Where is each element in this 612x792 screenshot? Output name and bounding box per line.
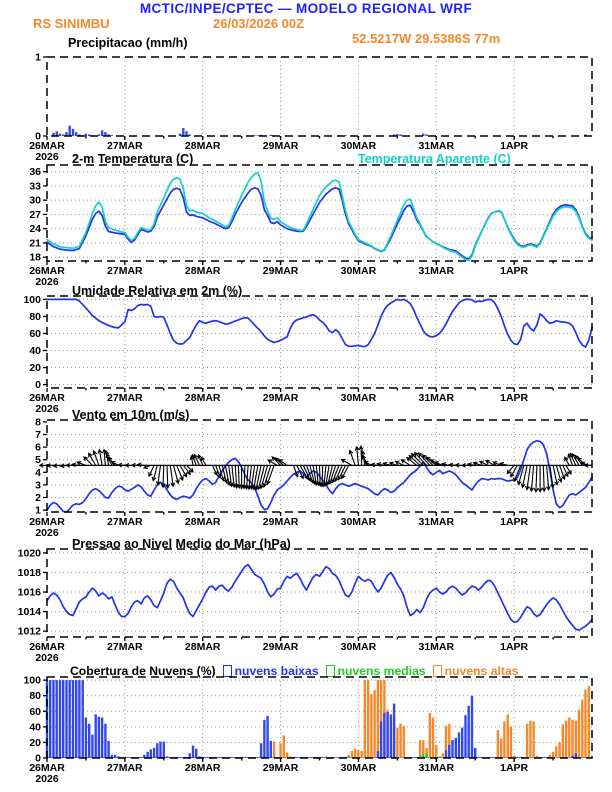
precip-bar <box>179 134 181 136</box>
y-tick-label: 1020 <box>17 547 41 560</box>
cloud-bar-altas <box>575 721 577 758</box>
cloud-bar-altas <box>497 730 499 758</box>
panel-title-pressure: Pressao ao Nivel Medio do Mar (hPa) <box>72 537 291 551</box>
cloud-bar-altas <box>558 742 560 758</box>
wind-arrow <box>166 465 170 488</box>
x-day-label: 1APR <box>500 140 529 152</box>
wind-arrow <box>149 465 154 476</box>
x-year-label: 2026 <box>35 652 59 664</box>
x-day-label: 27MAR <box>107 641 143 653</box>
panel-frame <box>47 57 592 136</box>
cloud-bar-baixas <box>393 704 395 759</box>
wind-arrow <box>177 465 183 480</box>
humidity-line <box>47 299 592 347</box>
cloud-bar-altas <box>367 680 369 758</box>
x-day-label: 29MAR <box>262 762 299 774</box>
cloud-bar-altas <box>399 724 401 758</box>
cloud-bar-altas <box>581 700 583 758</box>
cloud-bar-altas <box>377 680 379 758</box>
wind-arrow <box>237 465 241 488</box>
legend-label-mid-clouds: nuvens medias <box>337 664 426 678</box>
cloud-bar-altas <box>419 740 421 758</box>
legend-label-low-clouds: nuvens baixas <box>234 664 319 678</box>
x-day-label: 27MAR <box>107 762 143 774</box>
cloud-bar-baixas <box>104 724 106 758</box>
y-tick-label: 36 <box>29 166 41 179</box>
precip-bar <box>98 134 100 136</box>
cloud-bar-altas <box>354 749 356 758</box>
cloud-bar-altas <box>507 714 509 758</box>
cloud-bar-baixas <box>72 680 74 758</box>
cloud-bar-medias <box>425 753 427 758</box>
wind-arrow <box>118 463 125 467</box>
precip-bar <box>69 126 71 136</box>
x-day-label: 26MAR <box>29 140 65 152</box>
y-tick-label: 5 <box>35 454 41 467</box>
cloud-bar-altas <box>568 718 570 759</box>
panel-title-humidity: Umidade Relativa em 2m (%) <box>72 284 243 298</box>
pressure-line <box>47 565 592 631</box>
y-tick-label: 24 <box>29 223 41 236</box>
x-day-label: 29MAR <box>262 140 299 152</box>
cloud-bar-baixas <box>62 680 64 758</box>
cloud-bar-baixas <box>266 716 268 758</box>
x-day-label: 29MAR <box>262 641 299 653</box>
wind-arrow <box>534 465 538 491</box>
cloud-bar-baixas <box>153 748 155 758</box>
wind-arrow <box>349 450 355 465</box>
cloud-bar-baixas <box>75 680 77 758</box>
x-day-label: 30MAR <box>340 392 377 404</box>
y-tick-label: 21 <box>29 237 41 250</box>
cloud-bar-altas <box>373 690 375 758</box>
y-tick-label: 1012 <box>17 625 41 638</box>
x-day-label: 28MAR <box>184 265 221 277</box>
x-day-label: 30MAR <box>340 140 377 152</box>
x-year-label: 2026 <box>35 773 59 785</box>
cloud-bar-baixas <box>386 712 388 758</box>
cloud-bar-baixas <box>98 717 100 758</box>
panel-precip <box>29 52 592 164</box>
x-day-label: 26MAR <box>29 762 65 774</box>
x-day-label: 28MAR <box>184 392 221 404</box>
x-day-label: 1APR <box>500 265 529 277</box>
x-day-label: 30MAR <box>340 516 377 528</box>
wind-arrow <box>61 464 67 468</box>
cloud-bar-altas <box>396 728 398 758</box>
y-tick-label: 1016 <box>17 586 41 599</box>
cloud-bar-baixas <box>166 756 168 758</box>
x-year-label: 2026 <box>35 527 59 539</box>
cloud-bar-baixas <box>150 749 152 758</box>
cloud-bar-altas <box>571 720 573 758</box>
y-tick-label: 80 <box>29 310 41 323</box>
x-day-label: 1APR <box>500 641 529 653</box>
legend-label-high-clouds: nuvens altas <box>444 664 519 678</box>
cloud-bar-baixas <box>88 724 90 758</box>
cloud-bar-altas <box>532 721 534 758</box>
panel-temp <box>29 165 592 288</box>
x-day-label: 27MAR <box>107 392 143 404</box>
cloud-bar-baixas <box>82 680 84 758</box>
cloud-bar-altas <box>361 751 363 758</box>
cloud-bar-altas <box>565 721 567 758</box>
x-day-label: 28MAR <box>184 762 221 774</box>
cloud-bar-altas <box>552 752 554 758</box>
cloud-bar-baixas <box>91 735 93 758</box>
wind-arrow <box>521 465 527 487</box>
cloud-bar-baixas <box>192 746 194 759</box>
x-day-label: 31MAR <box>418 516 455 528</box>
cloud-bar-baixas <box>49 680 51 758</box>
panel-title-clouds: Cobertura de Nuvens (%) <box>70 664 216 678</box>
wind-arrow <box>161 465 165 487</box>
x-year-label: 2026 <box>35 403 59 415</box>
cloud-bar-altas <box>432 718 434 759</box>
cloud-bar-altas <box>335 757 337 758</box>
page-title: MCTIC/INPE/CPTEC — MODELO REGIONAL WRF <box>139 1 473 16</box>
cloud-bar-baixas <box>458 732 460 758</box>
cloud-bar-altas <box>435 745 437 758</box>
x-day-label: 27MAR <box>107 265 143 277</box>
x-year-label: 2026 <box>35 276 59 288</box>
y-tick-label: 100 <box>23 293 41 306</box>
y-tick-label: 60 <box>29 328 41 340</box>
wind-arrow <box>565 457 570 465</box>
x-day-label: 26MAR <box>29 641 65 653</box>
cloud-bar-altas <box>503 721 505 758</box>
y-tick-label: 27 <box>29 208 41 221</box>
x-day-label: 28MAR <box>184 516 221 528</box>
cloud-bar-medias <box>438 756 440 758</box>
cloud-bar-baixas <box>451 740 453 758</box>
wind-arrow <box>47 464 54 468</box>
apparent-temperature-label: Temperatura Aparente (C) <box>358 152 511 166</box>
x-day-label: 31MAR <box>418 140 455 152</box>
cloud-bar-altas <box>588 686 590 758</box>
cloud-bar-altas <box>526 724 528 758</box>
y-tick-label: 2 <box>35 492 41 504</box>
panel-title-precipitation: Precipitacao (mm/h) <box>68 36 188 50</box>
y-tick-label: 3 <box>35 479 41 492</box>
y-tick-label: 8 <box>35 416 41 429</box>
x-day-label: 26MAR <box>29 516 65 528</box>
panel-title-wind: Vento em 10m (m/s) <box>72 408 190 422</box>
precip-bar <box>85 134 87 136</box>
y-tick-label: 40 <box>29 721 41 734</box>
cloud-bar-medias <box>348 756 350 758</box>
precip-bar <box>111 135 113 136</box>
y-tick-label: 4 <box>35 466 41 479</box>
x-day-label: 26MAR <box>29 392 65 404</box>
wind-arrow <box>132 463 138 467</box>
panel-rh <box>23 294 592 415</box>
cloud-bar-baixas <box>101 718 103 759</box>
wind-arrow <box>456 463 463 467</box>
cloud-bar-baixas <box>146 752 148 758</box>
wind-arrow <box>538 465 542 491</box>
cloud-bar-baixas <box>461 728 463 758</box>
x-day-label: 1APR <box>500 392 529 404</box>
x-day-label: 31MAR <box>418 392 455 404</box>
cloud-bar-altas <box>403 726 405 758</box>
x-day-label: 27MAR <box>107 140 143 152</box>
y-tick-label: 30 <box>29 194 41 207</box>
cloud-bar-altas <box>562 725 564 759</box>
wind-arrow <box>138 463 145 467</box>
cloud-bar-baixas <box>114 755 116 758</box>
panel-frame <box>47 549 592 637</box>
cloud-bar-baixas <box>377 751 379 758</box>
x-day-label: 29MAR <box>262 392 299 404</box>
x-day-label: 26MAR <box>29 265 65 277</box>
cloud-bar-baixas <box>163 742 165 758</box>
precip-bar <box>101 131 103 137</box>
cloud-bar-baixas <box>65 680 67 758</box>
cloud-bar-altas <box>370 694 372 758</box>
x-day-label: 1APR <box>500 516 529 528</box>
wind-arrow <box>125 464 131 468</box>
cloud-bar-baixas <box>445 750 447 758</box>
cloud-bar-baixas <box>59 680 61 758</box>
cloud-bar-baixas <box>380 721 382 758</box>
cloud-bar-altas <box>578 710 580 758</box>
x-day-label: 31MAR <box>418 265 455 277</box>
y-tick-label: 18 <box>29 251 41 264</box>
cloud-bar-altas <box>529 721 531 758</box>
cloud-bar-baixas <box>78 680 80 758</box>
y-tick-label: 100 <box>23 674 41 687</box>
cloud-bar-altas <box>364 680 366 758</box>
cloud-bar-altas <box>286 753 288 759</box>
cloud-bar-baixas <box>464 715 466 758</box>
wind-arrow <box>98 450 102 466</box>
temp-line <box>47 188 592 259</box>
x-day-label: 1APR <box>500 762 529 774</box>
wind-arrow <box>363 456 369 466</box>
x-day-label: 29MAR <box>262 265 299 277</box>
precip-bar <box>257 135 259 136</box>
cloud-bar-baixas <box>448 745 450 758</box>
cloud-bar-baixas <box>270 741 272 758</box>
cloud-bar-altas <box>500 739 502 759</box>
cloud-bar-altas <box>357 750 359 758</box>
cloud-bar-altas <box>351 751 353 758</box>
cloud-bar-baixas <box>383 713 385 758</box>
panel-frame <box>47 165 592 261</box>
cloud-bar-altas <box>283 735 285 758</box>
x-day-label: 30MAR <box>340 762 377 774</box>
cloud-bar-baixas <box>156 743 158 758</box>
cloud-bar-altas <box>279 743 281 758</box>
cloud-bar-altas <box>555 746 557 758</box>
precip-bar <box>72 129 74 136</box>
x-year-label: 2026 <box>35 151 59 163</box>
cloud-bar-baixas <box>390 714 392 758</box>
y-tick-label: 0 <box>35 752 41 765</box>
x-day-label: 31MAR <box>418 762 455 774</box>
cloud-bar-altas <box>273 742 275 758</box>
precip-bar <box>270 135 272 136</box>
cloud-bar-baixas <box>56 680 58 758</box>
wind-arrow <box>542 465 546 491</box>
x-day-label: 30MAR <box>340 641 377 653</box>
y-tick-label: 1014 <box>17 606 41 619</box>
cloud-bar-baixas <box>468 706 470 758</box>
cloud-bar-baixas <box>260 743 262 758</box>
station-label: RS SINIMBU <box>33 16 110 31</box>
cloud-bar-baixas <box>263 720 265 758</box>
x-day-label: 29MAR <box>262 516 299 528</box>
cloud-bar-baixas <box>107 741 109 758</box>
y-tick-label: 1 <box>35 51 41 64</box>
cloud-bar-baixas <box>52 680 54 758</box>
cloud-bar-baixas <box>474 748 476 758</box>
panel-title-temperature: 2-m Temperatura (C) <box>72 152 194 166</box>
x-day-label: 27MAR <box>107 516 143 528</box>
cloud-bar-baixas <box>85 718 87 759</box>
x-day-label: 28MAR <box>184 641 221 653</box>
y-tick-label: 33 <box>29 180 41 193</box>
y-tick-label: 0 <box>35 379 41 392</box>
y-tick-label: 0 <box>35 130 41 143</box>
panel-pres <box>18 547 592 664</box>
cloud-bar-baixas <box>95 714 97 758</box>
y-tick-label: 20 <box>29 736 41 749</box>
cloud-bar-baixas <box>471 696 473 758</box>
cloud-bar-baixas <box>159 742 161 758</box>
precip-bar <box>425 134 427 136</box>
precip-bar <box>59 134 61 136</box>
panel-clouds <box>23 675 592 785</box>
y-tick-label: 20 <box>29 362 41 375</box>
wind-arrow <box>53 464 60 468</box>
cloud-bar-baixas <box>195 749 197 758</box>
y-tick-label: 6 <box>35 441 41 454</box>
precip-bar <box>399 134 401 136</box>
x-day-label: 31MAR <box>418 641 455 653</box>
cloud-bar-altas <box>584 690 586 759</box>
precip-bar <box>182 128 184 136</box>
wind-arrow <box>235 465 239 487</box>
location-label: 52.5217W 29.5386S 77m <box>352 31 501 46</box>
cloud-bar-altas <box>429 713 431 758</box>
wind-arrow <box>342 459 352 465</box>
cloud-bar-baixas <box>455 738 457 758</box>
y-tick-label: 80 <box>29 690 41 703</box>
y-tick-label: 7 <box>35 429 41 441</box>
panel-wind <box>29 416 592 539</box>
y-tick-label: 40 <box>29 345 41 357</box>
cloud-bar-altas <box>510 727 512 758</box>
run-datetime-label: 26/03/2026 00Z <box>213 16 305 31</box>
y-tick-label: 1018 <box>17 567 41 579</box>
y-tick-label: 60 <box>29 705 41 718</box>
cloud-bar-baixas <box>69 680 71 758</box>
x-day-label: 28MAR <box>184 140 221 152</box>
y-tick-label: 1 <box>35 504 41 517</box>
x-day-label: 30MAR <box>340 265 377 277</box>
